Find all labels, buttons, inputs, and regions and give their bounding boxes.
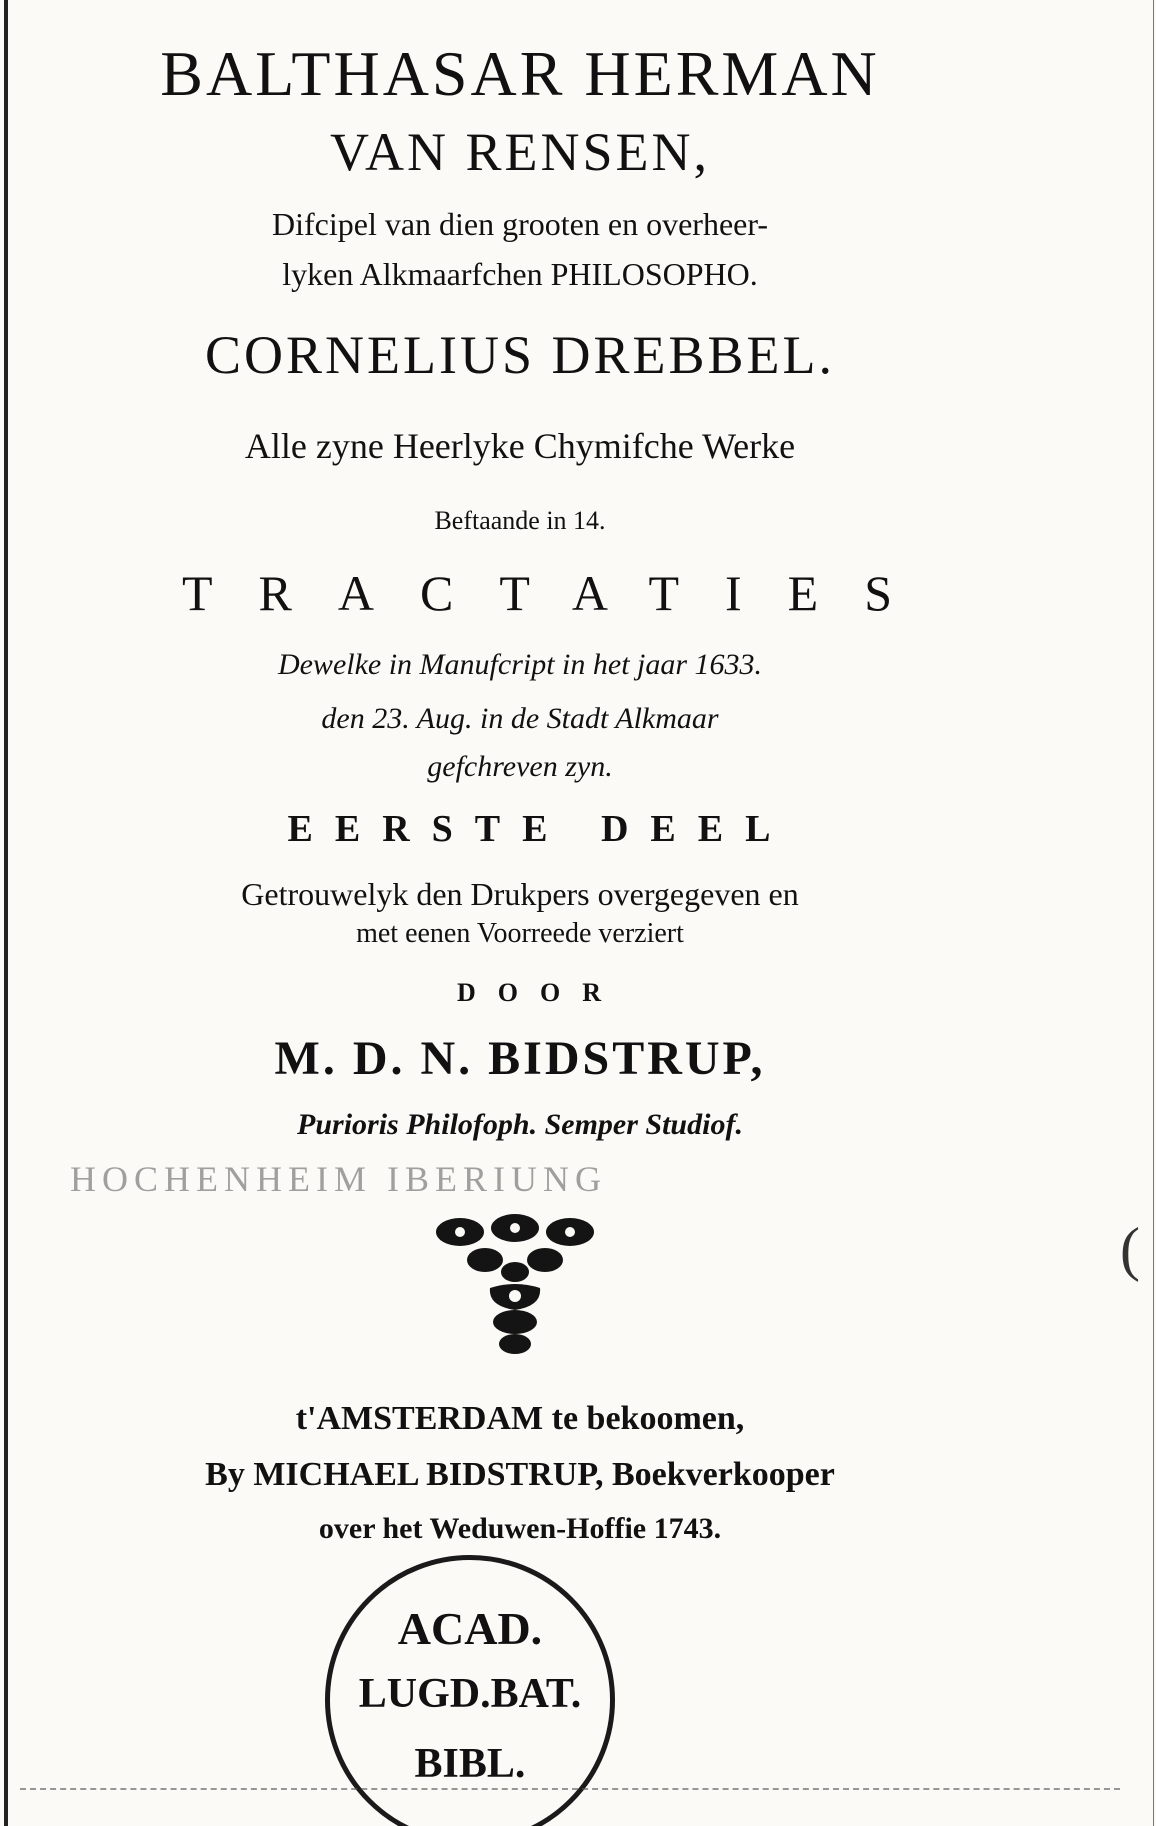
manuscript-line-3: gefchreven zyn. — [427, 750, 613, 783]
philosopher-name: CORNELIUS DREBBEL. — [204, 325, 836, 385]
editor-motto: Purioris Philofoph. Semper Studiof. — [297, 1108, 743, 1141]
given-line-2: met eenen Voorreede verziert — [356, 918, 684, 949]
part-label: EERSTE DEEL — [287, 808, 793, 850]
bleed-through-text: HOCHENHEIM IBERIUNG — [70, 1159, 607, 1198]
author-line-2: VAN RENSEN, — [329, 122, 711, 182]
manuscript-line-1: Dewelke in Manufcript in het jaar 1633. — [277, 648, 763, 681]
tractaties-heading: TRACTATIES — [182, 565, 938, 621]
margin-mark: ( — [1120, 1216, 1140, 1282]
manuscript-line-2: den 23. Aug. in de Stadt Alkmaar — [321, 702, 719, 735]
editor-name: M. D. N. BIDSTRUP, — [274, 1032, 766, 1085]
stamp-line-2: LUGD.BAT. — [358, 1671, 582, 1717]
page-edge-left — [4, 0, 8, 1826]
bottom-edge-rule — [20, 1788, 1120, 1792]
works-line: Alle zyne Heerlyke Chymifche Werke — [244, 426, 796, 466]
given-line-1: Getrouwelyk den Drukpers overgegeven en — [241, 876, 799, 912]
imprint-line-1: t'AMSTERDAM te bekoomen, — [295, 1400, 745, 1437]
imprint-line-2: By MICHAEL BIDSTRUP, Boekverkooper — [205, 1456, 835, 1493]
stamp-line-1: ACAD. — [397, 1603, 543, 1654]
library-stamp — [325, 1555, 615, 1826]
author-line-1: BALTHASAR HERMAN — [160, 38, 880, 109]
stamp-line-3: BIBL. — [414, 1741, 526, 1787]
consisting-line: Beftaande in 14. — [434, 506, 606, 535]
imprint-line-3: over het Weduwen-Hoffie 1743. — [318, 1512, 722, 1545]
subtitle-line-1: Difcipel van dien grooten en overheer- — [271, 206, 769, 242]
fleuron-ornament — [430, 1210, 600, 1360]
door-label: DOOR — [457, 978, 623, 1007]
page-edge-right — [1153, 0, 1154, 1826]
subtitle-line-2: lyken Alkmaarfchen PHILOSOPHO. — [282, 256, 758, 292]
